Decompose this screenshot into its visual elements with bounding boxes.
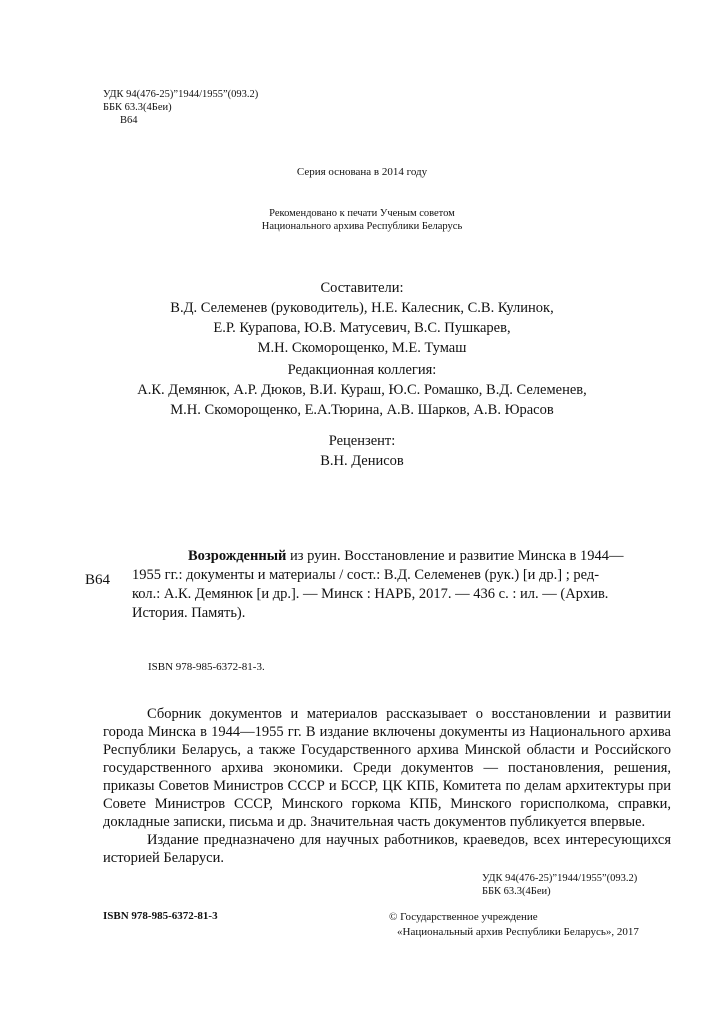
recommendation-note	[0, 207, 724, 233]
compilers-heading: Составители:	[320, 280, 404, 296]
udk-code: УДК 94(476-25)”1944/1955”(093.2)	[103, 89, 259, 100]
biblio-line-4: История. Память).	[132, 605, 246, 621]
compilers-line: М.Н. Скоморощенко, М.Е. Тумаш	[257, 340, 467, 356]
compilers-section	[0, 278, 724, 358]
recommendation-line-1: Рекомендовано к печати Ученым советом	[269, 208, 455, 219]
udk-classification-top	[103, 88, 258, 127]
reviewer-heading: Рецензент:	[328, 433, 396, 449]
editorial-board-line: А.К. Демянюк, А.Р. Дюков, В.И. Кураш, Ю.С. Ромашко, В.Д. Селеменев,	[137, 382, 587, 398]
annotation-text	[103, 705, 671, 867]
biblio-line-3: кол.: А.К. Демянюк [и др.]. — Минск : НАРБ, 2017. — 436 с. : ил. — (Архив.	[132, 586, 609, 602]
copyright-line-1: © Государственное учреждение	[389, 911, 538, 923]
compilers-line: В.Д. Селеменев (руководитель), Н.Е. Калесник, С.В. Кулинок,	[170, 300, 554, 316]
biblio-line-1	[132, 547, 670, 566]
editorial-board-heading: Редакционная коллегия:	[287, 362, 437, 378]
annotation-paragraph: Издание предназначено для научных работников, краеведов, всех интересующихся историей Беларуси.	[103, 832, 671, 866]
editorial-board-line: М.Н. Скоморощенко, Е.А.Тюрина, А.В. Шарков, А.В. Юрасов	[170, 402, 554, 418]
udk-code: УДК 94(476-25)”1944/1955”(093.2)	[482, 873, 638, 884]
editorial-board-section	[0, 360, 724, 420]
udk-classification-bottom	[482, 872, 637, 898]
recommendation-line-2: Национального архива Республики Беларусь	[261, 221, 463, 232]
biblio-line-2: 1955 гг.: документы и материалы / сост.: В.Д. Селеменев (рук.) [и др.] ; ред-	[132, 567, 600, 583]
bbk-code: ББК 63.3(4Беи)	[482, 886, 551, 897]
series-note: Серия основана в 2014 году	[296, 166, 428, 178]
copyright-notice	[389, 910, 639, 940]
copyright-line-2: «Национальный архив Республики Беларусь», 2017	[397, 926, 639, 938]
annotation-paragraph: Сборник документов и материалов рассказывает о восстановлении и развитии города Минска в 1944—1955 гг. В издание включены документы из Национального архива Республики Беларусь, а также Государственного архива Минской области и Российского государственного архива экономики. Среди документов — постановления, решения, приказы Советов Министров СССР и БССР, ЦК КПБ, Комитета по делам архитектуры при Совете Министров СССР, Минского горкома КПБ, Минского горисполкома, справки, докладные записки, письма и др. Значительная часть документов публикуется впервые.	[103, 706, 671, 830]
book-title-rest: из руин. Восстановление и развитие Минска в 1944—	[286, 548, 624, 564]
reviewer-name: В.Н. Денисов	[320, 453, 404, 469]
isbn-number: ISBN 978-985-6372-81-3	[103, 910, 218, 922]
book-title: Возрожденный	[188, 548, 287, 564]
author-mark: В64	[120, 115, 138, 126]
compilers-line: Е.Р. Курапова, Ю.В. Матусевич, В.С. Пушкарев,	[213, 320, 511, 336]
catalog-code: В64	[85, 572, 111, 588]
reviewer-section	[0, 431, 724, 471]
bibliographic-record	[132, 547, 670, 623]
bbk-code: ББК 63.3(4Беи)	[103, 102, 172, 113]
isbn-entry: ISBN 978-985-6372-81-3.	[148, 661, 265, 673]
